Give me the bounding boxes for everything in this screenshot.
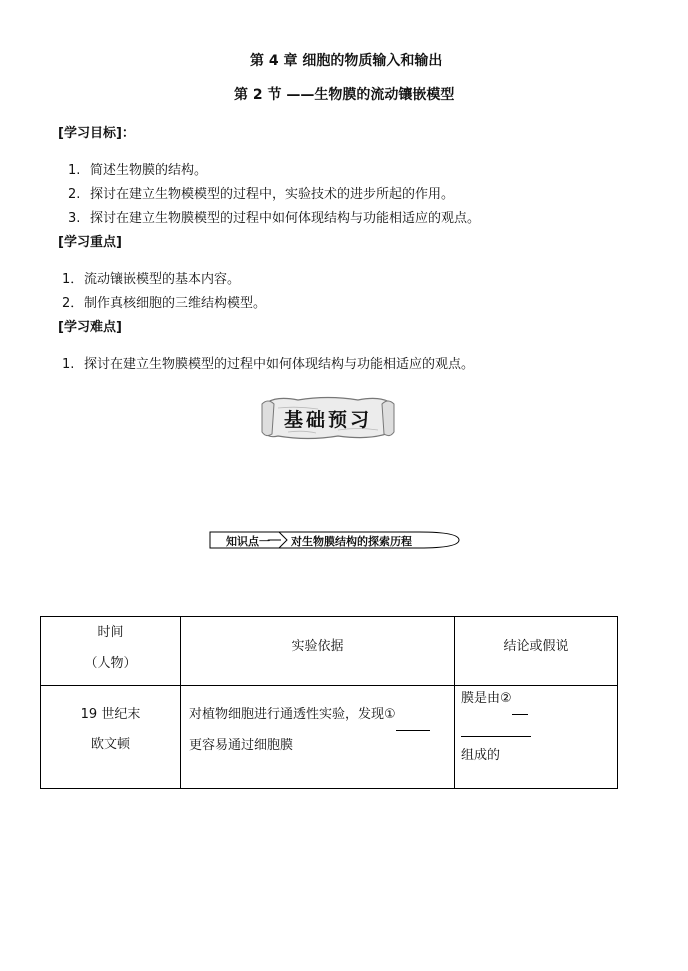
conclusion-line-3: 组成的 bbox=[461, 748, 501, 763]
basis-line-1 bbox=[189, 700, 454, 731]
item-number: 1. bbox=[62, 357, 75, 372]
header-basis-cell bbox=[181, 617, 455, 686]
table-header-row bbox=[41, 617, 618, 686]
basis-cell bbox=[181, 686, 455, 789]
objective-item bbox=[68, 207, 480, 226]
item-number: 1. bbox=[68, 163, 81, 178]
item-number: 3. bbox=[68, 211, 81, 226]
difficulty-item bbox=[62, 353, 474, 372]
row-person: 欧文顿 bbox=[90, 737, 130, 752]
item-number: 2． bbox=[62, 296, 84, 311]
objective-item bbox=[68, 159, 207, 178]
knowledge-point-title: 对生物膜结构的探索历程 bbox=[291, 535, 412, 548]
header-time: 时间 bbox=[97, 625, 124, 640]
exploration-table bbox=[40, 616, 618, 789]
header-time-cell bbox=[41, 617, 181, 686]
header-conclusion-cell bbox=[455, 617, 618, 686]
item-text: 制作真核细胞的三维结构模型。 bbox=[84, 296, 267, 311]
basis-text-1: 对植物细胞进行通透性实验，发现① bbox=[189, 707, 396, 722]
keypoint-item bbox=[62, 292, 266, 311]
conclusion-cell bbox=[455, 686, 618, 789]
objective-item bbox=[68, 183, 454, 202]
chapter-title: 第 4 章 细胞的物质输入和输出 bbox=[250, 53, 443, 69]
table-row bbox=[41, 686, 618, 789]
item-text: 探讨在建立生物膜模型的过程中如何体现结构与功能相适应的观点。 bbox=[90, 211, 481, 226]
item-text: 简述生物膜的结构。 bbox=[90, 163, 208, 178]
item-number: 1． bbox=[62, 272, 84, 287]
header-conclusion: 结论或假说 bbox=[503, 639, 569, 654]
blank-2-continued[interactable] bbox=[461, 721, 531, 737]
conclusion-line-2 bbox=[461, 721, 617, 737]
knowledge-point-label: 知识点一 bbox=[226, 535, 270, 548]
banner-title: 基础预习 bbox=[283, 408, 372, 431]
section-title: 第 2 节 ——生物膜的流动镶嵌模型 bbox=[234, 87, 455, 103]
objectives-heading: [学习目标]： bbox=[58, 126, 135, 141]
header-person: （人物） bbox=[84, 656, 137, 671]
basis-line-2: 更容易通过细胞膜 bbox=[189, 738, 294, 753]
item-number: 2. bbox=[68, 187, 81, 202]
blank-1[interactable] bbox=[396, 700, 430, 731]
item-text: 探讨在建立生物模模型的过程中，实验技术的进步所起的作用。 bbox=[90, 187, 455, 202]
keypoint-item bbox=[62, 268, 240, 287]
item-text: 探讨在建立生物膜模型的过程中如何体现结构与功能相适应的观点。 bbox=[84, 357, 475, 372]
keypoints-heading: [学习重点] bbox=[58, 235, 122, 250]
row-time: 19 世纪末 bbox=[80, 707, 141, 722]
conclusion-line-1 bbox=[461, 684, 617, 715]
item-text: 流动镶嵌模型的基本内容。 bbox=[84, 272, 241, 287]
time-cell bbox=[41, 686, 181, 789]
conclusion-text-1: 膜是由② bbox=[461, 691, 512, 706]
header-basis: 实验依据 bbox=[291, 639, 344, 654]
difficulties-heading: [学习难点] bbox=[58, 320, 122, 335]
blank-2[interactable] bbox=[512, 684, 528, 715]
